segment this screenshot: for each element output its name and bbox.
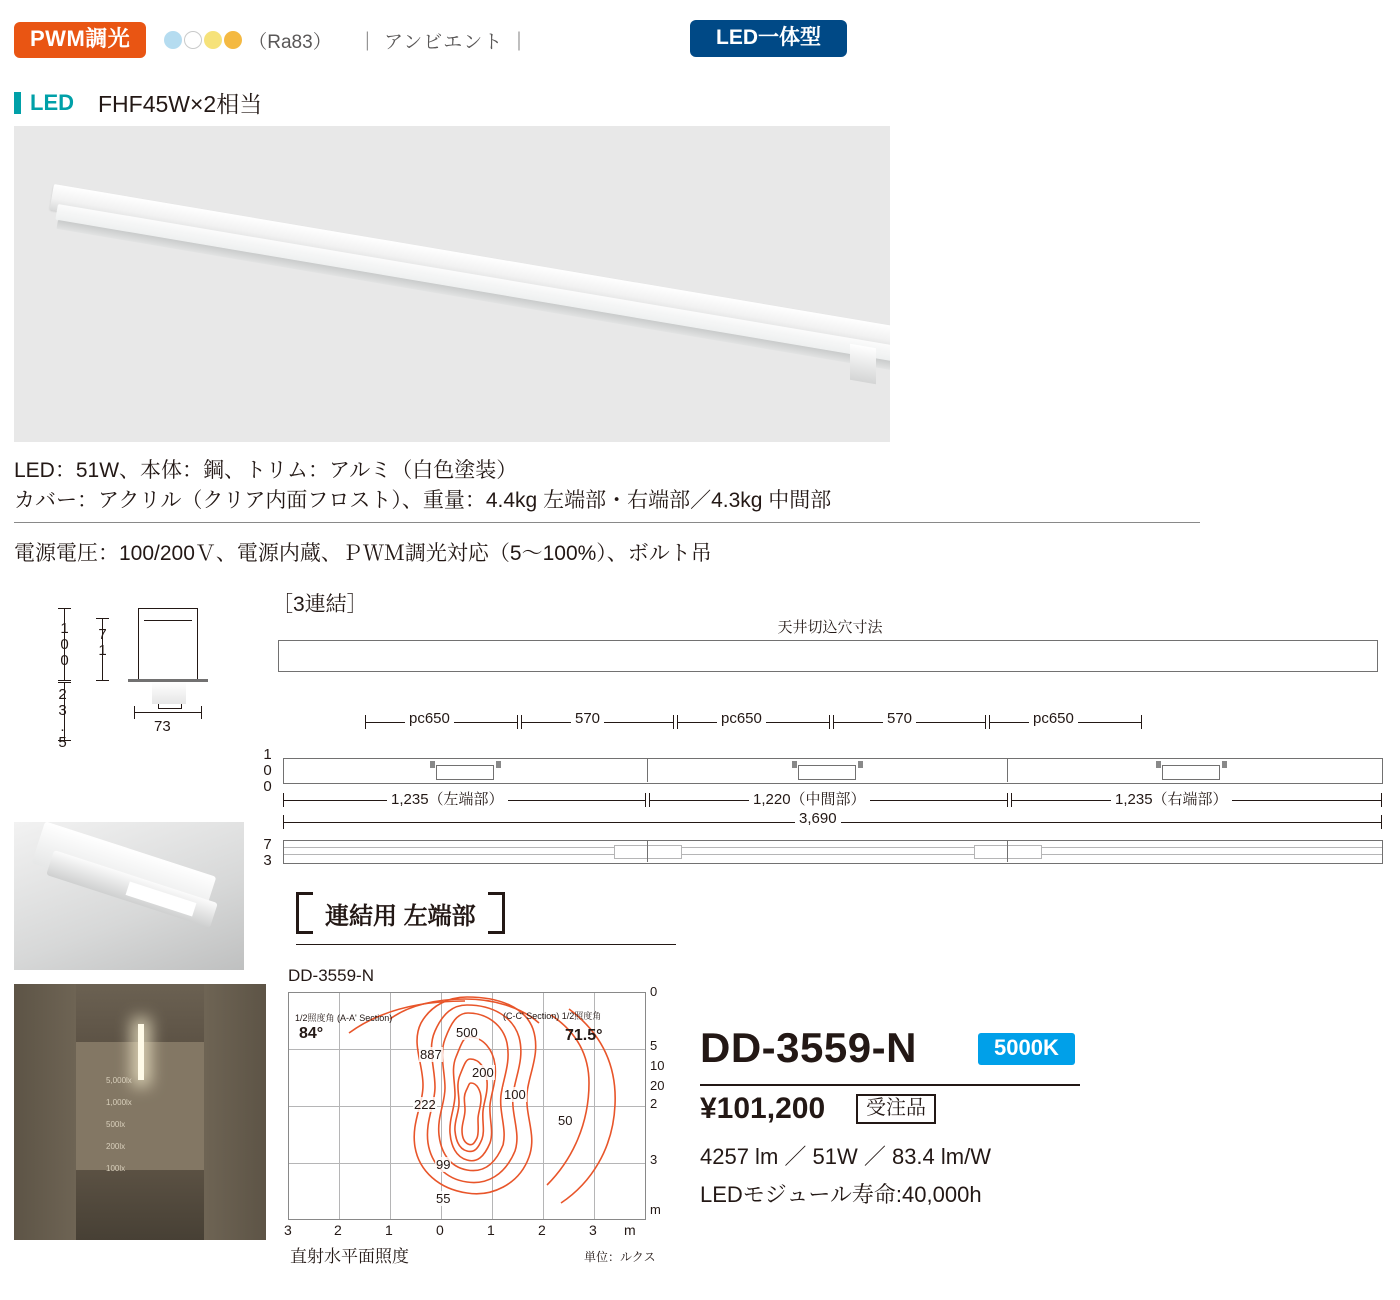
total-tick-r (1381, 815, 1382, 829)
x-tick-4: 1 (487, 1222, 495, 1238)
x-tick-0: 3 (284, 1222, 292, 1238)
bracket-right-icon (488, 892, 505, 934)
seg-left-label: 1,235（左端部） (387, 788, 508, 809)
seg-right-tick-r (1381, 793, 1382, 807)
elev-box-2 (974, 845, 1042, 859)
room-mark-2: 1,000lx (106, 1098, 132, 1107)
bracket-left-icon (296, 892, 313, 934)
dim73-tick-r (201, 706, 202, 719)
pc-right-tick-r (1141, 715, 1142, 729)
color-dot-4-icon (224, 31, 242, 49)
dim-235-label: 23.5 (54, 686, 71, 750)
product-model-name: DD-3559-N (700, 1024, 917, 1071)
product-performance: 4257 lm ／ 51W ／ 83.4 lm/W (700, 1144, 991, 1169)
room-wall-left (14, 984, 76, 1240)
room-mark-3: 500lx (106, 1120, 126, 1129)
x-tick-2: 1 (385, 1222, 393, 1238)
seg-mid-label: 1,220（中間部） (749, 788, 870, 809)
dim-73-label: 73 (154, 718, 171, 735)
x-tick-1: 2 (334, 1222, 342, 1238)
section-drawing (40, 600, 240, 790)
seg-right-tick-l (1011, 793, 1012, 807)
right-section-label: (C-C' Section) 1/2照度角 (503, 1011, 602, 1021)
pc-left-tick-l (365, 715, 366, 729)
gap-right-tick-r (985, 715, 986, 729)
trim-detail-photo (14, 822, 244, 970)
x-tick-6: 3 (589, 1222, 597, 1238)
pc-mid-tick-r (829, 715, 830, 729)
renketsu-label: 連結用 左端部 (325, 902, 476, 930)
plan-tick-2 (496, 761, 501, 768)
fixture-shadow (56, 220, 890, 372)
plan-tick-5 (1156, 761, 1161, 768)
spec-line-2: カバー：アクリル（クリア内面フロスト）、重量：4.4kg 左端部・右端部／4.3kg 中間部 (14, 489, 832, 513)
pc-left-label: pc650 (405, 710, 454, 727)
teal-bar-icon (14, 92, 21, 114)
gap-left-tick-r (673, 715, 674, 729)
total-label: 3,690 (795, 810, 841, 827)
contour-label-55: 55 (436, 1191, 451, 1206)
dim73-tick-l (134, 706, 135, 719)
led-integrated-badge: LED一体型 (690, 20, 847, 57)
order-status-badge: 受注品 (856, 1094, 936, 1124)
plan-tick-1 (430, 761, 435, 768)
plan-drawing (255, 700, 1385, 870)
spec-line-1: LED：51W、本体：鋼、トリム：アルミ（白色塗装） (14, 459, 518, 482)
room-mark-1: 5,000lx (106, 1076, 132, 1085)
h73-label: 73 (255, 836, 280, 868)
led-label: LED (30, 89, 74, 115)
pc-right-label: pc650 (1029, 710, 1078, 727)
product-rule (700, 1084, 1080, 1086)
contour-label-887: 887 (420, 1047, 442, 1062)
gap-left-tick-l (521, 715, 522, 729)
spec-line-3: 電源電圧：100/200Ｖ、電源内蔵、ＰＷＭ調光対応（5〜100%）、ボルト吊 (14, 542, 712, 565)
contour-label-99: 99 (436, 1157, 451, 1172)
sd-right-line (197, 608, 198, 680)
room-mark-4: 200lx (106, 1142, 126, 1151)
sd-cover-fill (152, 682, 186, 704)
fixture-plan-bar (283, 758, 1383, 784)
plan-seam-2 (1007, 758, 1008, 782)
three-link-title: ［3連結］ (272, 593, 368, 616)
spec-block-1 (14, 456, 831, 517)
left-section-label: 1/2照度角 (A-A' Section) (295, 1013, 393, 1023)
photometric-chart (284, 966, 678, 1266)
room-luminaire (138, 1024, 144, 1080)
contour-label-200: 200 (472, 1065, 494, 1080)
room-mark-5: 100lx (106, 1164, 126, 1173)
dim-100-label: 100 (56, 620, 73, 668)
seg-left-tick-l (283, 793, 284, 807)
y-tick-0: 0 (650, 984, 658, 999)
room-application-photo (14, 984, 266, 1240)
dim235-tick-top (58, 682, 71, 683)
ceiling-cut-box (278, 640, 1378, 672)
color-temperature-badge: 5000K (978, 1033, 1075, 1065)
fixture-illustration (40, 160, 870, 390)
ra-label: （Ra83） (248, 31, 332, 53)
room-measure-marks (106, 1076, 186, 1176)
plan-box-2 (798, 765, 856, 780)
dim100-tick-bot (58, 680, 71, 681)
sd-left-line (138, 608, 139, 680)
y-tick-2: 2 (650, 1096, 658, 1111)
renketsu-heading (296, 890, 686, 936)
dim100-tick-top (58, 608, 71, 609)
y-tick-10: 10 (650, 1058, 665, 1073)
chart-title: DD-3559-N (288, 966, 374, 985)
color-dot-2-icon (184, 31, 202, 49)
pc-right-tick-l (989, 715, 990, 729)
chart-plot-area (288, 992, 646, 1220)
sd-top-line (138, 608, 198, 609)
pc-left-tick-r (517, 715, 518, 729)
elev-line-1 (284, 847, 1382, 848)
contour-label-100: 100 (504, 1087, 526, 1102)
dim71-tick-top (96, 618, 109, 619)
color-dot-3-icon (204, 31, 222, 49)
gap-left-label: 570 (571, 710, 604, 727)
elev-seam-1 (647, 840, 648, 862)
pc-mid-label: pc650 (717, 710, 766, 727)
fixture-elevation-bar (283, 840, 1383, 864)
ambient-label: ｜ アンビエント ｜ (357, 31, 530, 53)
contour-label-50: 50 (558, 1113, 573, 1128)
seg-mid-tick-l (649, 793, 650, 807)
spec-divider (14, 522, 1200, 523)
chart-unit-note: 単位：ルクス (584, 1250, 656, 1264)
gap-right-label: 570 (883, 710, 916, 727)
seg-left-tick-r (645, 793, 646, 807)
product-module-life: LEDモジュール寿命:40,000h (700, 1182, 982, 1207)
sd-inner-line (144, 620, 192, 621)
elev-line-2 (284, 854, 1382, 855)
plan-box-1 (436, 765, 494, 780)
fixture-end-cap (850, 344, 876, 384)
pwm-dimming-badge: PWM調光 (14, 22, 146, 58)
x-unit-label: m (624, 1222, 636, 1238)
ceiling-cut-title: 天井切込穴寸法 (777, 619, 883, 636)
left-beam-angle: 84° (299, 1025, 324, 1042)
x-tick-5: 2 (538, 1222, 546, 1238)
x-tick-3: 0 (436, 1222, 444, 1238)
pc-mid-tick-l (677, 715, 678, 729)
plan-seam-1 (647, 758, 648, 782)
right-beam-angle: 71.5° (565, 1027, 603, 1044)
color-rendering-group (164, 27, 331, 54)
product-photo (14, 126, 890, 442)
plan-box-3 (1162, 765, 1220, 780)
contour-label-500: 500 (456, 1025, 478, 1040)
plan-tick-6 (1222, 761, 1227, 768)
dim73-line (134, 712, 202, 713)
y-tick-3: 3 (650, 1152, 658, 1167)
seg-mid-tick-r (1007, 793, 1008, 807)
dim71-tick-bot (96, 680, 109, 681)
product-price: ¥101,200 (700, 1092, 826, 1125)
y-tick-20: 20 (650, 1078, 665, 1093)
fhf-equivalent-label: FHF45W×2相当 (98, 91, 263, 117)
y-unit-label: m (650, 1202, 661, 1217)
renketsu-rule (296, 944, 676, 945)
led-equivalent-row (14, 86, 262, 119)
seg-right-label: 1,235（右端部） (1111, 788, 1232, 809)
contour-label-222: 222 (414, 1097, 436, 1112)
elev-seam-2 (1007, 840, 1008, 862)
dim-71-label: 71 (94, 626, 111, 658)
gap-right-tick-l (833, 715, 834, 729)
elev-box-1 (614, 845, 682, 859)
y-tick-5: 5 (650, 1038, 658, 1053)
color-dot-1-icon (164, 31, 182, 49)
h100-label: 100 (255, 746, 280, 794)
plan-tick-3 (792, 761, 797, 768)
room-wall-right (204, 984, 266, 1240)
plan-tick-4 (858, 761, 863, 768)
total-tick-l (283, 815, 284, 829)
chart-caption: 直射水平面照度 (290, 1247, 409, 1266)
